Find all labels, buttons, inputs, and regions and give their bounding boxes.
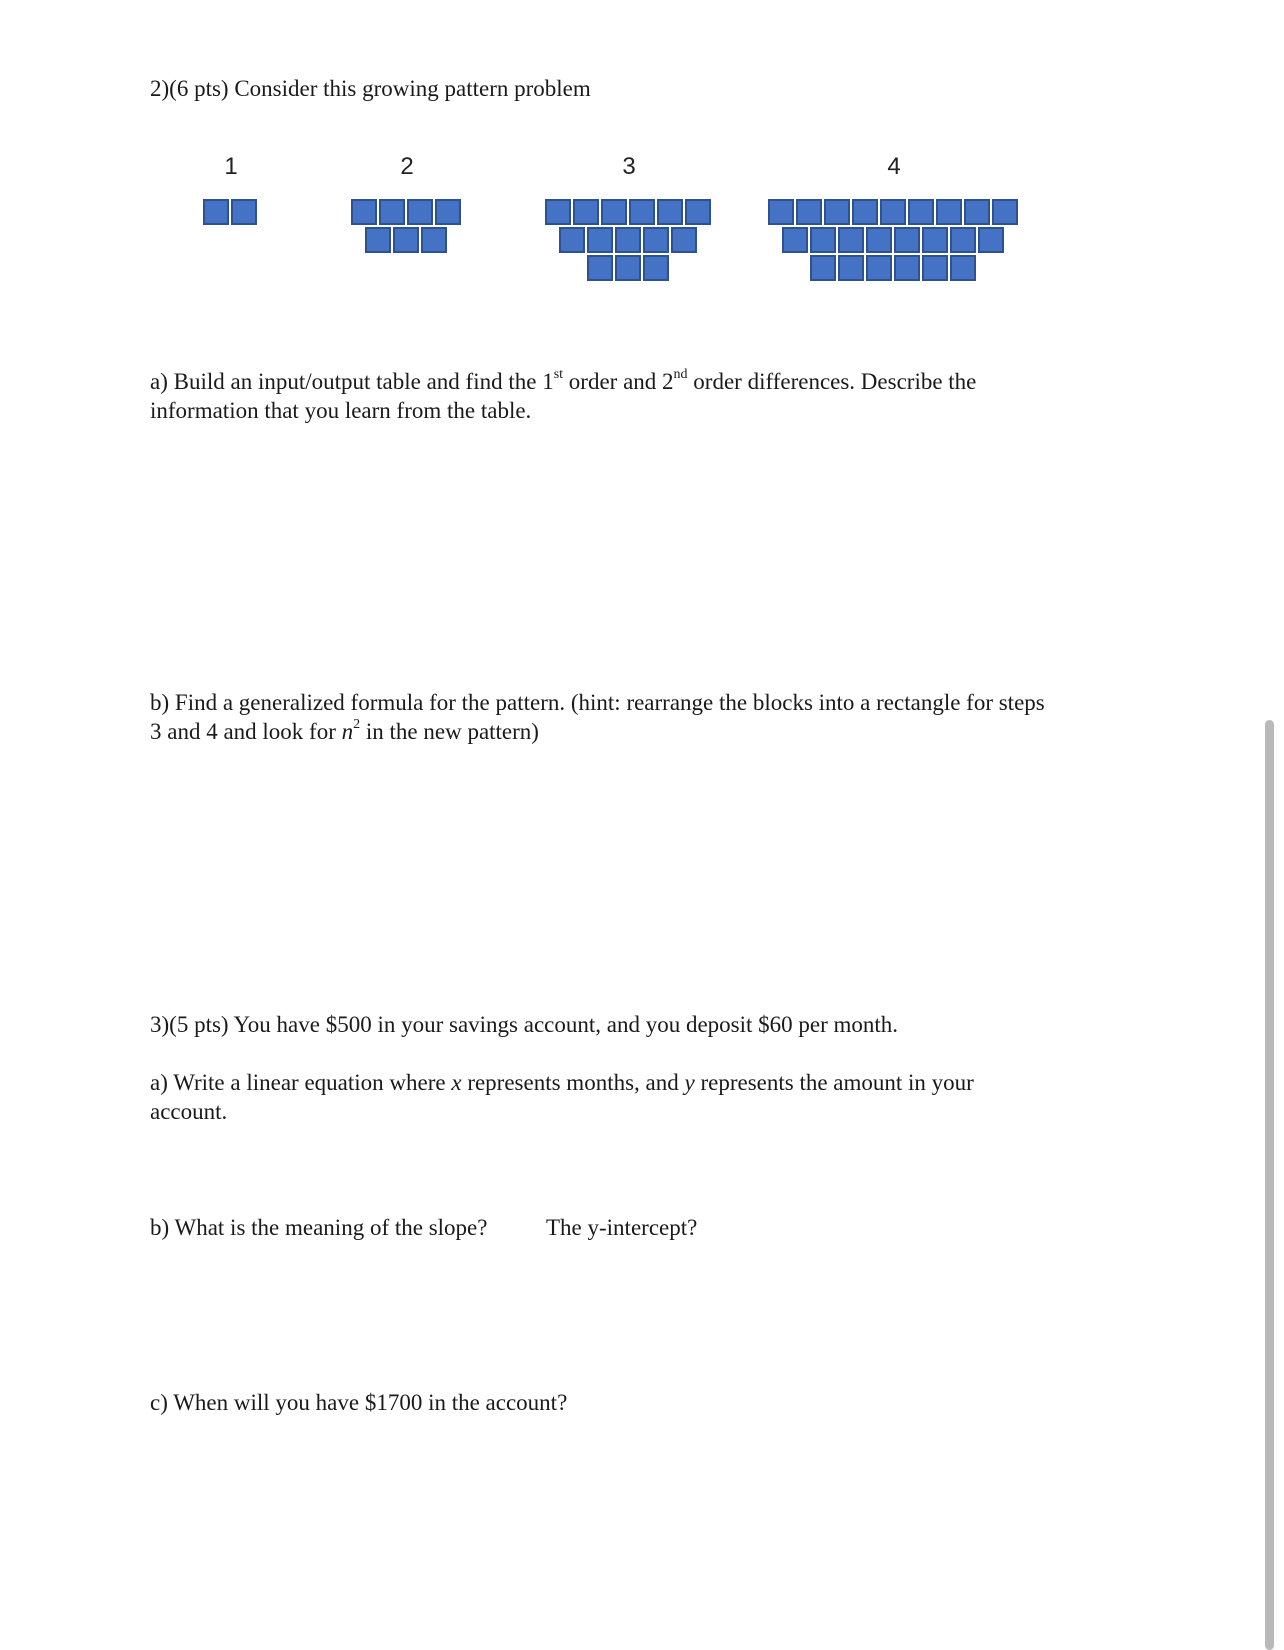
pattern-block-step4-row2 [838, 227, 864, 253]
pattern-block-step4-row1 [796, 199, 822, 225]
pattern-block-step3-row2 [671, 227, 697, 253]
q2-part-b-line2: 3 and 4 and look for $n^2$ in the new pattern) [150, 717, 539, 744]
pattern-block-step3-row3 [643, 255, 669, 281]
pattern-block-step4-row1 [852, 199, 878, 225]
pattern-block-step4-row3 [810, 255, 836, 281]
pattern-block-step2-row2 [393, 227, 419, 253]
pattern-block-step2-row2 [365, 227, 391, 253]
pattern-block-step3-row2 [559, 227, 585, 253]
pattern-block-step4-row2 [922, 227, 948, 253]
pattern-block-step3-row1 [545, 199, 571, 225]
step-label-4: 4 [887, 153, 901, 180]
q2-header: 2)(6 pts) Consider this growing pattern problem [150, 76, 591, 101]
pattern-block-step3-row2 [587, 227, 613, 253]
pattern-block-step2-row1 [435, 199, 461, 225]
pattern-block-step3-row1 [573, 199, 599, 225]
pattern-block-step4-row2 [782, 227, 808, 253]
pattern-block-step4-row3 [922, 255, 948, 281]
q2-part-a-line1: a) Build an input/output table and find the 1st order and 2nd order differences. Describe the [150, 367, 977, 394]
pattern-block-step2-row1 [407, 199, 433, 225]
pattern-block-step3-row3 [587, 255, 613, 281]
q3-part-a-line2: account. [150, 1099, 228, 1124]
pattern-block-step4-row3 [838, 255, 864, 281]
pattern-block-step2-row2 [421, 227, 447, 253]
pattern-block-step4-row1 [936, 199, 962, 225]
step-label-3: 3 [622, 153, 636, 180]
q3-part-b-intercept: The y-intercept? [546, 1215, 698, 1240]
vertical-scrollbar[interactable] [1265, 720, 1274, 1650]
pattern-block-step4-row1 [992, 199, 1018, 225]
pattern-block-step2-row1 [351, 199, 377, 225]
q2-part-b-line1: b) Find a generalized formula for the pattern. (hint: rearrange the blocks into a rectangle for steps [150, 690, 1045, 715]
pattern-block-step4-row3 [866, 255, 892, 281]
pattern-block-step4-row1 [768, 199, 794, 225]
pattern-block-step3-row3 [615, 255, 641, 281]
q3-part-a-line1: a) Write a linear equation where x represents months, and y represents the amount in your [150, 1070, 974, 1095]
pattern-block-step2-row1 [379, 199, 405, 225]
pattern-block-step4-row2 [894, 227, 920, 253]
pattern-block-step4-row1 [880, 199, 906, 225]
pattern-block-step4-row2 [866, 227, 892, 253]
q3-header: 3)(5 pts) You have $500 in your savings account, and you deposit $60 per month. [150, 1012, 899, 1037]
pattern-block-step4-row1 [824, 199, 850, 225]
step-label-1: 1 [224, 153, 238, 180]
pattern-block-step4-row2 [978, 227, 1004, 253]
pattern-block-step3-row2 [643, 227, 669, 253]
pattern-block-step4-row3 [950, 255, 976, 281]
pattern-block-step3-row2 [615, 227, 641, 253]
q3-part-b-slope: b) What is the meaning of the slope? [150, 1215, 488, 1240]
pattern-block-step3-row1 [601, 199, 627, 225]
pattern-block-step3-row1 [629, 199, 655, 225]
pattern-block-step3-row1 [685, 199, 711, 225]
pattern-block-step1-row1 [203, 199, 229, 225]
pattern-block-step4-row1 [964, 199, 990, 225]
pattern-block-step1-row1 [231, 199, 257, 225]
pattern-block-step4-row1 [908, 199, 934, 225]
pattern-block-step4-row2 [950, 227, 976, 253]
pattern-block-step3-row1 [657, 199, 683, 225]
q3-part-c: c) When will you have $1700 in the account? [150, 1390, 568, 1415]
q2-part-a-line2: information that you learn from the table. [150, 398, 532, 423]
pattern-block-step4-row2 [810, 227, 836, 253]
pattern-block-step4-row3 [894, 255, 920, 281]
step-label-2: 2 [400, 153, 414, 180]
